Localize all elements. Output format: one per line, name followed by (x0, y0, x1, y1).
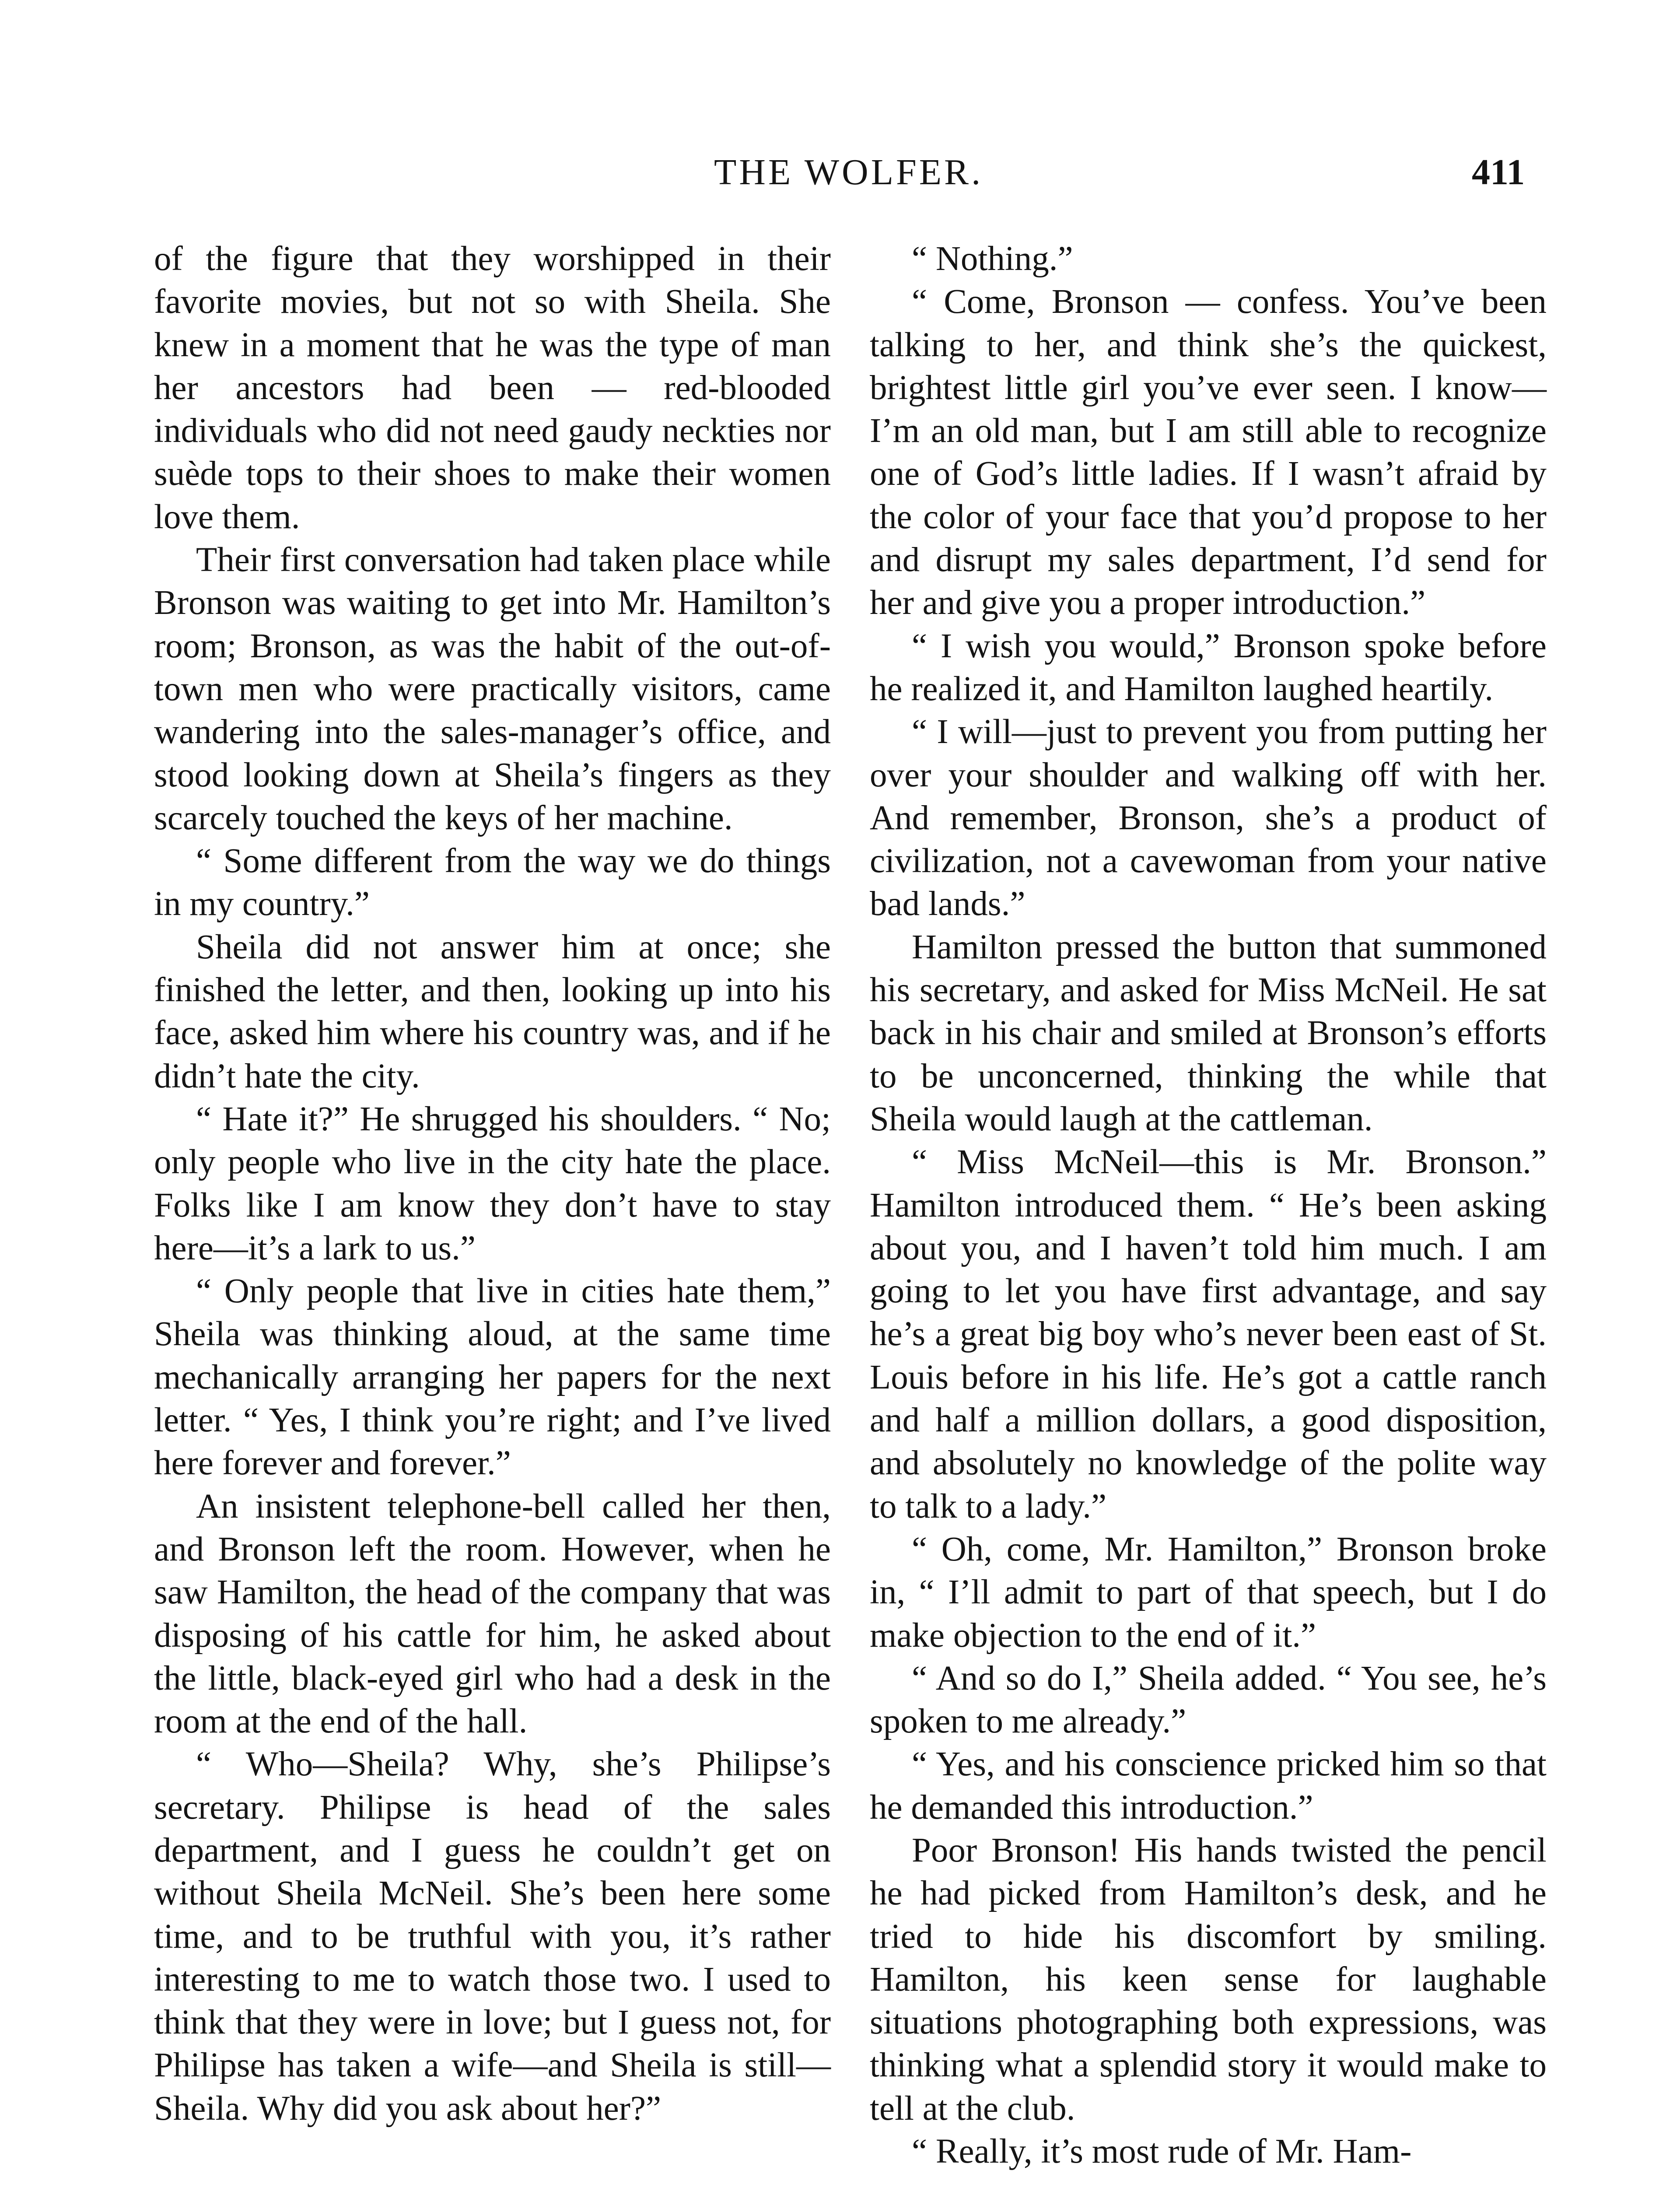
paragraph: An insistent telephone-bell called her then, and Bronson left the room. However, when he saw Hamilton, the head of the company that was disposing of his cattle for him, he asked about the little, black-eyed girl who had a desk in the room at the end of the hall. (154, 1487, 831, 1741)
paragraph: “ And so do I,” Sheila added. “ You see, he’s spoken to me already.” (870, 1659, 1547, 1741)
paragraph: “ Come, Bronson — confess. You’ve been talking to her, and think she’s the quickest, brightest little girl you’ve ever seen. I know—I’m an old man, but I am still able to recognize one of God’s little ladies. If I wasn’t afraid by the color of your face that you’d propose to her and disrupt my sales department, I’d send for her and give you a proper introduction.” (870, 283, 1547, 622)
paragraph: “ Hate it?” He shrugged his shoulders. “ No; only people who live in the city hate the place. Folks like I am know they don’t have to stay here—it’s a lark to us.” (154, 1100, 831, 1267)
paragraph: “ Who—Sheila? Why, she’s Philipse’s secretary. Philipse is head of the sales department, and I guess he couldn’t get on without Sheila McNeil. She’s been here some time, and to be truthful with you, it’s rather interesting to me to watch those two. I used to think that they were in love; but I guess not, for Philipse has taken a wife—and Sheila is still—Sheila. Why did you ask about her?” (154, 1745, 831, 2128)
paragraph: “ Miss McNeil—this is Mr. Bronson.” Hamilton introduced them. “ He’s been asking about you, and I haven’t told him much. I am going to let you have first advantage, and say he’s a great big boy who’s never been east of St. Louis before in his life. He’s got a cattle ranch and half a million dollars, a good disposition, and absolutely no knowledge of the polite way to talk to a lady.” (870, 1143, 1547, 1525)
paragraph: Sheila did not answer him at once; she finished the letter, and then, looking up into his face, asked him where his country was, and if he didn’t hate the city. (154, 928, 831, 1095)
paragraph: “ Some different from the way we do things in my country.” (154, 842, 831, 923)
paragraph: “ Really, it’s most rude of Mr. Ham- (912, 2132, 1412, 2171)
paragraph: Their first conversation had taken place while Bronson was waiting to get into Mr. Hamilton’s room; Bronson, as was the habit of the out-of-town men who were practically visitors, came wandering into the sales-manager’s office, and stood looking down at Sheila’s fingers as they scarcely touched the keys of her machine. (154, 541, 831, 837)
paragraph: “ I wish you would,” Bronson spoke before he realized it, and Hamilton laughed heartily. (870, 627, 1547, 708)
paragraph: Hamilton pressed the button that summoned his secretary, and asked for Miss McNeil. He sat back in his chair and smiled at Bronson’s efforts to be unconcerned, thinking the while that Sheila would laugh at the cattleman. (870, 928, 1547, 1138)
paragraph: Poor Bronson! His hands twisted the pencil he had picked from Hamilton’s desk, and he tried to hide his discomfort by smiling. Hamilton, his keen sense for laughable situations photographing both expressions, was thinking what a splendid story it would make to tell at the club. (870, 1831, 1547, 2128)
text-column-right (870, 238, 1547, 2173)
paragraph: “ Oh, come, Mr. Hamilton,” Bronson broke in, “ I’ll admit to part of that speech, but I do make objection to the end of it.” (870, 1530, 1547, 1655)
running-head-title: THE WOLFER. (714, 152, 984, 193)
paragraph: “ Nothing.” (912, 240, 1073, 278)
paragraph: “ I will—just to prevent you from putting her over your shoulder and walking off with her. And remember, Bronson, she’s a product of civilization, not a cavewoman from your native bad lands.” (870, 713, 1547, 923)
text-column-left (154, 238, 831, 2130)
paragraph: “ Only people that live in cities hate them,” Sheila was thinking aloud, at the same time mechanically arranging her papers for the next letter. “ Yes, I think you’re right; and I’ve lived here forever and forever.” (154, 1272, 831, 1483)
page-number: 411 (1472, 152, 1525, 193)
paragraph: of the figure that they worshipped in their favorite movies, but not so with Sheila. She knew in a moment that he was the type of man her ancestors had been — red-blooded individuals who did not need gaudy neckties nor suède tops to their shoes to make their women love them. (154, 240, 831, 536)
paragraph: “ Yes, and his conscience pricked him so that he demanded this introduction.” (870, 1745, 1547, 1827)
